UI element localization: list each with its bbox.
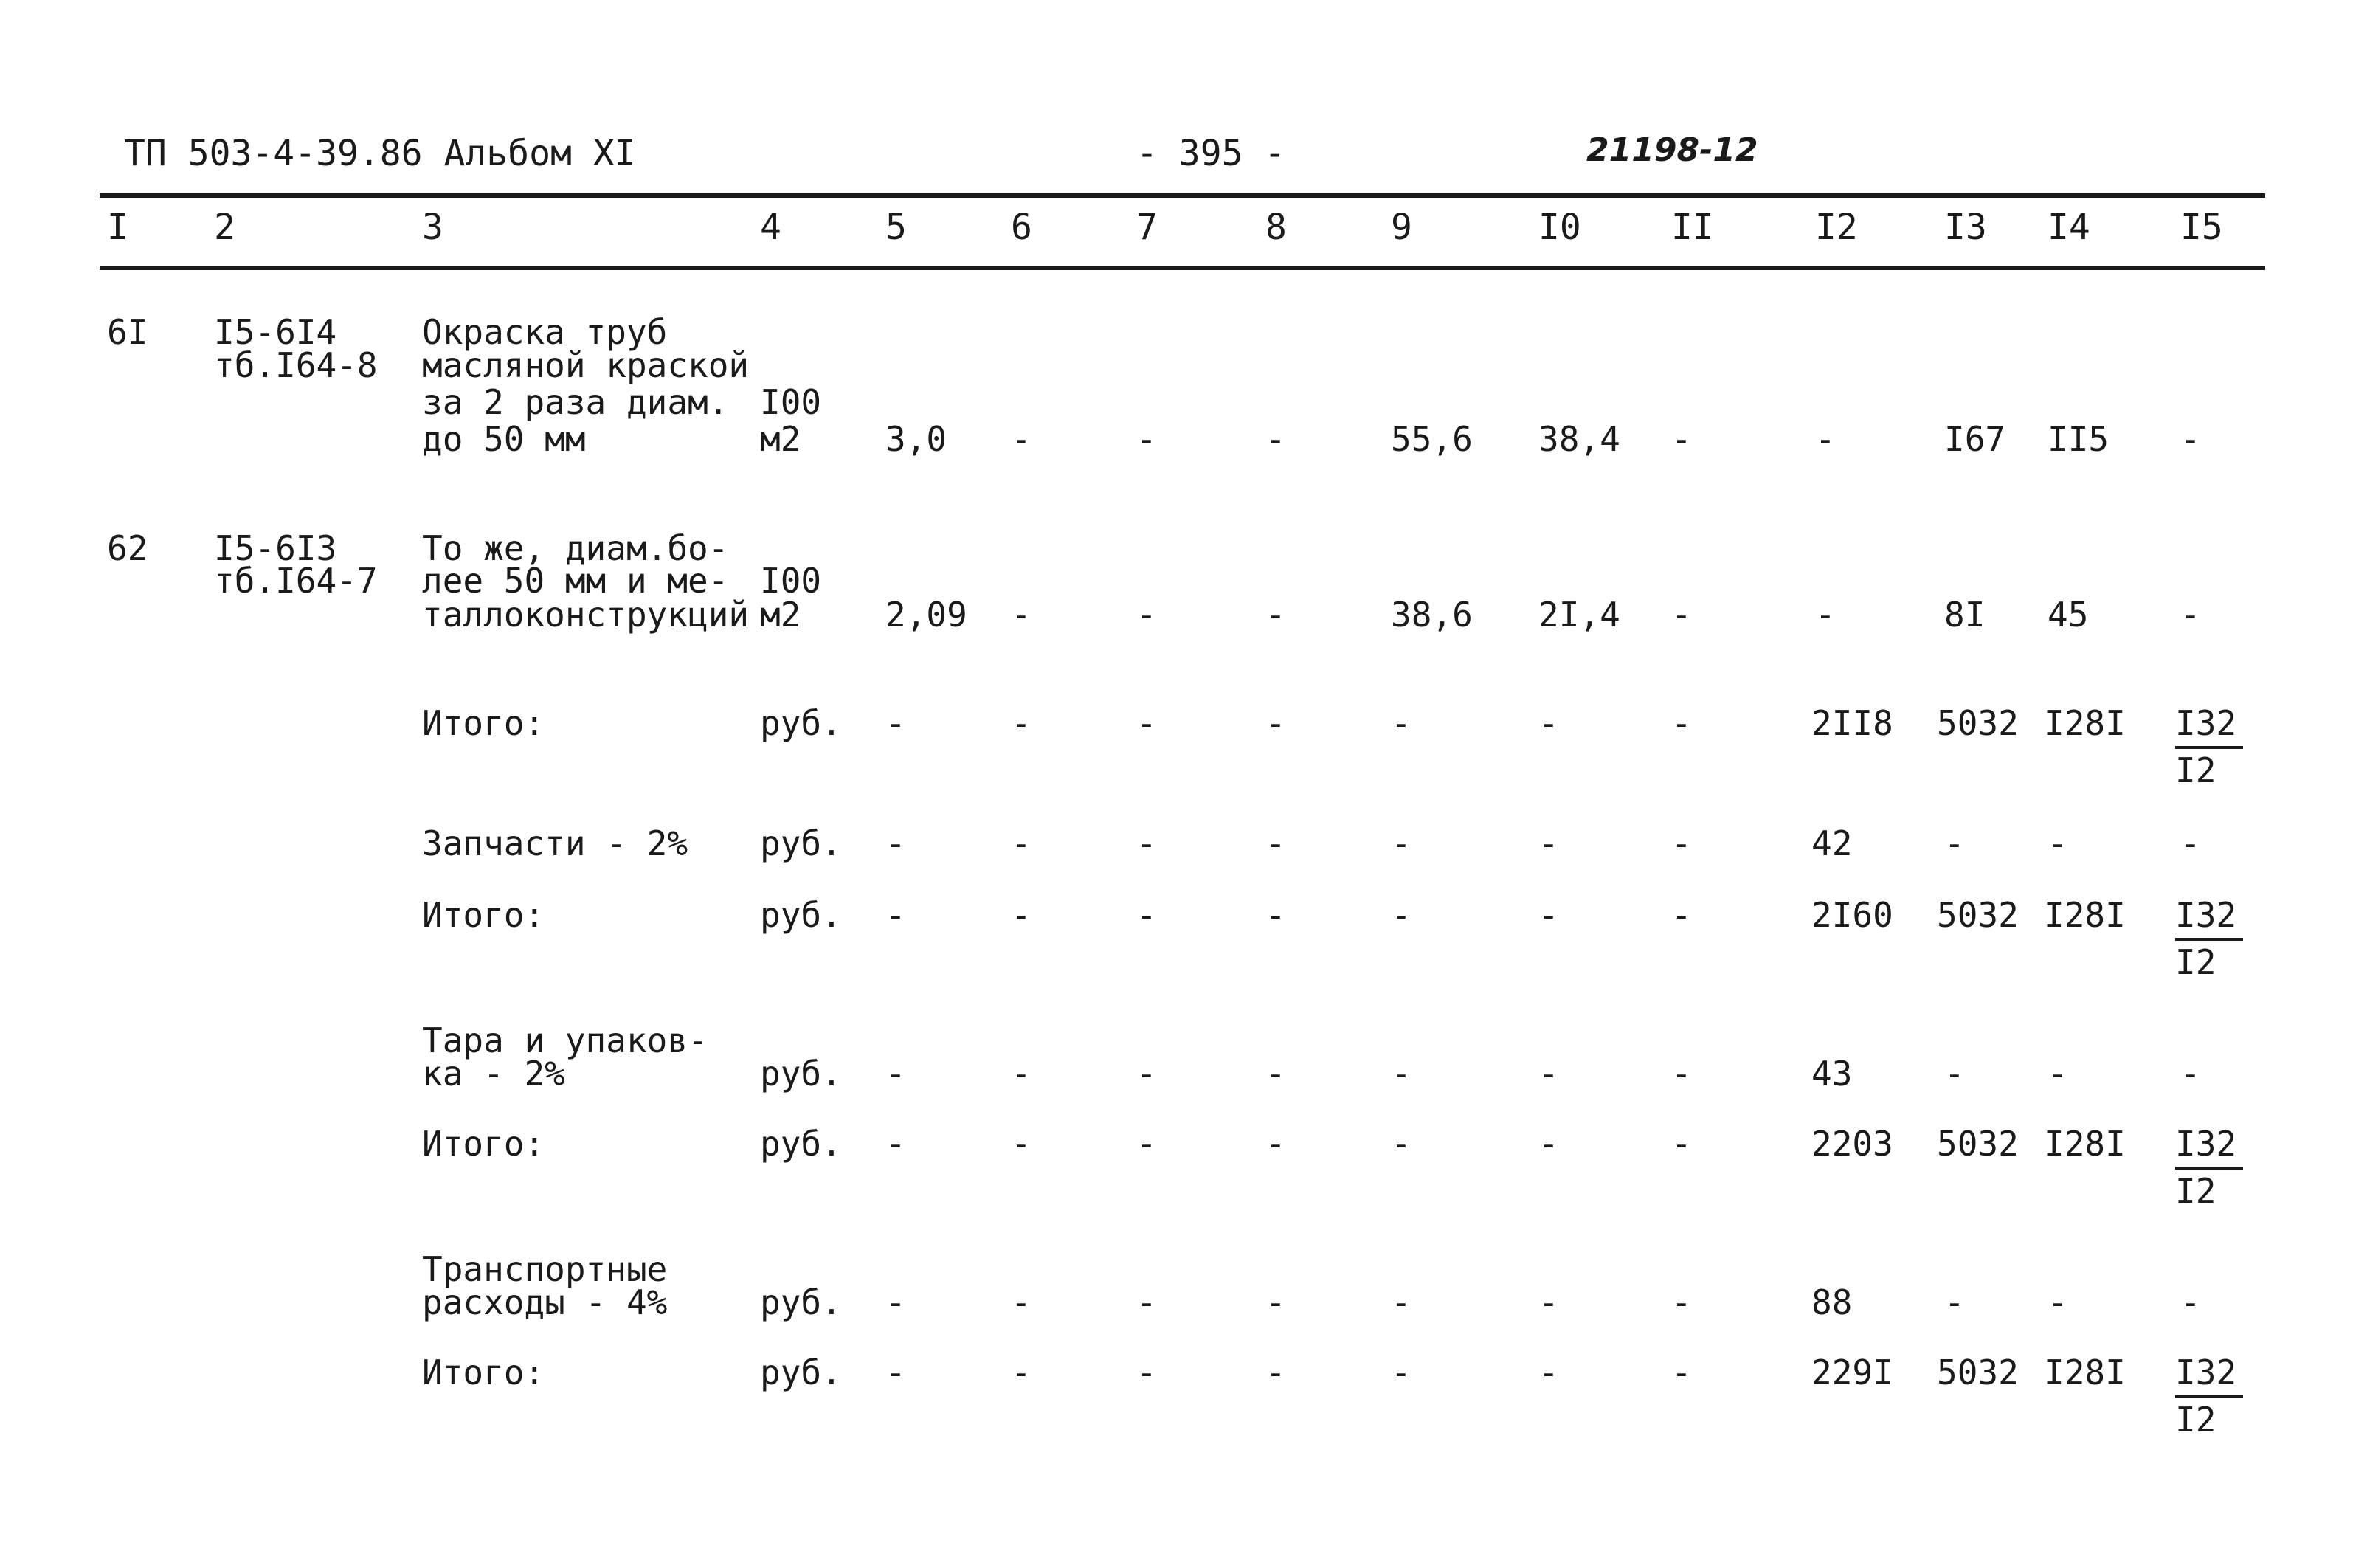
- column-number: I: [107, 207, 128, 248]
- cell: I28I: [2044, 1124, 2126, 1164]
- dash: -: [1265, 895, 1286, 935]
- total-label: ка - 2%: [422, 1054, 565, 1094]
- fraction-cell: [2175, 1125, 2243, 1209]
- work-description: Окраска труб: [422, 312, 668, 352]
- dash: -: [1391, 895, 1412, 935]
- cell: -: [1671, 419, 1692, 459]
- rate-code: I5-6I3: [214, 528, 337, 568]
- cell-quantity: 3,0: [885, 419, 947, 459]
- column-number: I3: [1944, 207, 1987, 248]
- cell: -: [1265, 419, 1286, 459]
- fraction-numerator: I32: [2175, 897, 2243, 941]
- handwritten-stamp: 21198-12: [1586, 131, 1758, 169]
- fraction-denominator: I2: [2175, 1400, 2216, 1440]
- cell: -: [2048, 823, 2068, 863]
- unit: м2: [760, 419, 801, 459]
- fraction-denominator: I2: [2175, 750, 2216, 790]
- fraction-denominator: I2: [2175, 1171, 2216, 1211]
- dash: -: [885, 823, 906, 863]
- dash: -: [1136, 1124, 1157, 1164]
- dash: -: [1391, 1353, 1412, 1392]
- dash: -: [1011, 1353, 1032, 1392]
- cell: 5032: [1937, 1353, 2019, 1392]
- total-unit: руб.: [760, 895, 842, 935]
- cell: -: [2048, 1054, 2068, 1094]
- dash: -: [1011, 703, 1032, 743]
- cell: 2I60: [1811, 895, 1893, 935]
- fraction-numerator: I32: [2175, 705, 2243, 749]
- column-number: 4: [760, 207, 781, 248]
- total-label: расходы - 4%: [422, 1282, 668, 1322]
- cell: I28I: [2044, 703, 2126, 743]
- dash: -: [1538, 1282, 1559, 1322]
- unit: I00: [760, 382, 822, 422]
- document-reference: ТП 503-4-39.86 Альбом XI: [124, 133, 636, 174]
- unit: I00: [760, 561, 822, 601]
- cell: -: [2180, 823, 2201, 863]
- dash: -: [1391, 1282, 1412, 1322]
- rate-code: I5-6I4: [214, 312, 337, 352]
- dash: -: [1391, 1054, 1412, 1094]
- fraction-cell: [2175, 705, 2243, 789]
- column-number: I5: [2180, 207, 2223, 248]
- dash: -: [885, 1282, 906, 1322]
- cell: 229I: [1811, 1353, 1893, 1392]
- dash: -: [1265, 1054, 1286, 1094]
- dash: -: [885, 1353, 906, 1392]
- cell: 55,6: [1391, 419, 1473, 459]
- cell: -: [1944, 823, 1965, 863]
- total-unit: руб.: [760, 1054, 842, 1094]
- total-unit: руб.: [760, 703, 842, 743]
- cell: -: [2180, 1282, 2201, 1322]
- page-number: - 395 -: [1136, 133, 1286, 174]
- total-unit: руб.: [760, 1282, 842, 1322]
- dash: -: [885, 895, 906, 935]
- dash: -: [1136, 823, 1157, 863]
- dash: -: [1391, 823, 1412, 863]
- dash: -: [1538, 895, 1559, 935]
- cell: 38,4: [1538, 419, 1620, 459]
- cell: 88: [1811, 1282, 1853, 1322]
- cell: 8I: [1944, 595, 1986, 635]
- column-number: 3: [422, 207, 443, 248]
- dash: -: [1265, 703, 1286, 743]
- cell: -: [1815, 419, 1836, 459]
- cell: 2203: [1811, 1124, 1893, 1164]
- dash: -: [1538, 823, 1559, 863]
- dash: -: [885, 1124, 906, 1164]
- dash: -: [1671, 1124, 1692, 1164]
- total-unit: руб.: [760, 823, 842, 863]
- dash: -: [1011, 1054, 1032, 1094]
- column-number: 8: [1265, 207, 1287, 248]
- dash: -: [1136, 895, 1157, 935]
- fraction-numerator: I32: [2175, 1125, 2243, 1170]
- rate-code: тб.I64-7: [214, 561, 378, 601]
- column-number: 2: [214, 207, 235, 248]
- column-number: 9: [1391, 207, 1412, 248]
- cell: -: [2180, 419, 2201, 459]
- dash: -: [1671, 1353, 1692, 1392]
- column-number: I2: [1815, 207, 1858, 248]
- dash: -: [1538, 1124, 1559, 1164]
- dash: -: [1011, 1282, 1032, 1322]
- row-number: 62: [107, 528, 148, 568]
- dash: -: [1538, 1054, 1559, 1094]
- total-unit: руб.: [760, 1124, 842, 1164]
- cell-quantity: 2,09: [885, 595, 967, 635]
- cell: -: [2048, 1282, 2068, 1322]
- dash: -: [1671, 1282, 1692, 1322]
- total-label: Итого:: [422, 1353, 545, 1392]
- unit: м2: [760, 595, 801, 635]
- dash: -: [1136, 703, 1157, 743]
- cell: II5: [2048, 419, 2110, 459]
- cell: -: [1671, 595, 1692, 635]
- work-description: То же, диам.бо-: [422, 528, 729, 568]
- dash: -: [1011, 895, 1032, 935]
- total-unit: руб.: [760, 1353, 842, 1392]
- work-description: масляной краской: [422, 345, 750, 385]
- dash: -: [1011, 1124, 1032, 1164]
- cell: 43: [1811, 1054, 1853, 1094]
- column-number: 7: [1136, 207, 1158, 248]
- cell: -: [1944, 1054, 1965, 1094]
- cell: -: [1265, 595, 1286, 635]
- dash: -: [1136, 1054, 1157, 1094]
- dash: -: [1265, 1124, 1286, 1164]
- total-label: Итого:: [422, 895, 545, 935]
- dash: -: [1671, 703, 1692, 743]
- dash: -: [1671, 895, 1692, 935]
- top-rule: [100, 193, 2265, 198]
- dash: -: [1671, 1054, 1692, 1094]
- cell: 5032: [1937, 895, 2019, 935]
- total-label: Запчасти - 2%: [422, 823, 688, 863]
- cell: 42: [1811, 823, 1853, 863]
- total-label: Тара и упаков-: [422, 1020, 708, 1060]
- header-bottom-rule: [100, 266, 2265, 270]
- cell: 2I,4: [1538, 595, 1620, 635]
- cell: -: [1011, 419, 1032, 459]
- dash: -: [1391, 703, 1412, 743]
- fraction-cell: [2175, 1354, 2243, 1438]
- row-number: 6I: [107, 312, 148, 352]
- cell: -: [1011, 595, 1032, 635]
- cell: -: [2180, 1054, 2201, 1094]
- dash: -: [1136, 1353, 1157, 1392]
- work-description: за 2 раза диам.: [422, 382, 729, 422]
- cell: 38,6: [1391, 595, 1473, 635]
- cell: 45: [2048, 595, 2089, 635]
- total-label: Итого:: [422, 703, 545, 743]
- dash: -: [1011, 823, 1032, 863]
- dash: -: [1538, 1353, 1559, 1392]
- cell: 5032: [1937, 703, 2019, 743]
- rate-code: тб.I64-8: [214, 345, 378, 385]
- dash: -: [1136, 1282, 1157, 1322]
- total-label: Транспортные: [422, 1249, 668, 1289]
- work-description: до 50 мм: [422, 419, 586, 459]
- fraction-numerator: I32: [2175, 1354, 2243, 1398]
- total-label: Итого:: [422, 1124, 545, 1164]
- dash: -: [885, 1054, 906, 1094]
- cell: -: [1136, 595, 1157, 635]
- dash: -: [1265, 1282, 1286, 1322]
- dash: -: [1265, 823, 1286, 863]
- cell: 2II8: [1811, 703, 1893, 743]
- work-description: лее 50 мм и ме-: [422, 561, 729, 601]
- dash: -: [1538, 703, 1559, 743]
- column-number: I0: [1538, 207, 1581, 248]
- dash: -: [1265, 1353, 1286, 1392]
- cell: -: [1944, 1282, 1965, 1322]
- cell: -: [1136, 419, 1157, 459]
- column-number: 5: [885, 207, 907, 248]
- cell: -: [1815, 595, 1836, 635]
- cell: 5032: [1937, 1124, 2019, 1164]
- cell: I28I: [2044, 895, 2126, 935]
- fraction-cell: [2175, 897, 2243, 981]
- column-number: II: [1671, 207, 1714, 248]
- dash: -: [885, 703, 906, 743]
- column-number: I4: [2048, 207, 2090, 248]
- work-description: таллоконструкций: [422, 595, 750, 635]
- cell: I28I: [2044, 1353, 2126, 1392]
- fraction-denominator: I2: [2175, 942, 2216, 982]
- column-number: 6: [1011, 207, 1032, 248]
- cell: -: [2180, 595, 2201, 635]
- dash: -: [1391, 1124, 1412, 1164]
- dash: -: [1671, 823, 1692, 863]
- cell: I67: [1944, 419, 2006, 459]
